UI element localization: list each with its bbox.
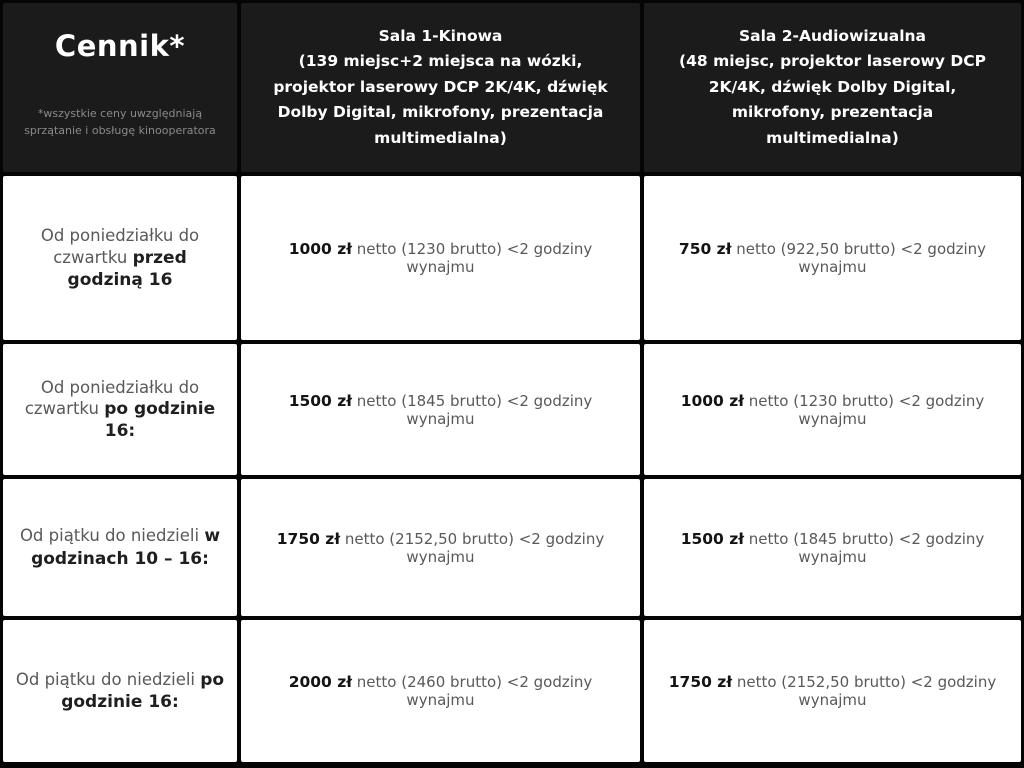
price-cell-sala-2 <box>644 344 1021 475</box>
period-cell <box>3 479 237 616</box>
price-line <box>241 530 640 566</box>
price-value: 1750 zł <box>668 673 733 691</box>
price-details: netto (1230 brutto) <2 godziny wynajmu <box>356 240 593 276</box>
period-label <box>14 225 226 291</box>
price-line <box>241 392 640 428</box>
price-details: netto (2152,50 brutto) <2 godziny wynajmu <box>344 529 605 566</box>
price-line <box>644 392 1021 428</box>
period-bold-text: po godzinie 16: <box>61 669 225 712</box>
sala-1-description: (139 miejsc+2 miejsca na wózki, projektor laserowy DCP 2K/4K, dźwięk Dolby Digital, mikrofony, prezentacja multimedialna) <box>273 52 608 147</box>
price-cell-sala-1 <box>241 479 640 616</box>
period-bold-text: po godzinie 16: <box>104 399 216 442</box>
price-value: 750 zł <box>678 240 732 258</box>
period-label <box>14 377 226 443</box>
price-cell-sala-2 <box>644 176 1021 340</box>
price-line <box>644 240 1021 276</box>
price-cell-sala-1 <box>241 620 640 762</box>
price-value: 1750 zł <box>276 529 341 548</box>
period-cell <box>3 620 237 762</box>
price-details: netto (922,50 brutto) <2 godziny wynajmu <box>736 240 987 276</box>
price-details: netto (1845 brutto) <2 godziny wynajmu <box>356 391 593 428</box>
price-details: netto (1230 brutto) <2 godziny wynajmu <box>748 391 985 428</box>
sala-2-name: Sala 2-Audiowizualna <box>738 26 927 45</box>
price-cell-sala-2 <box>644 479 1021 616</box>
price-details: netto (2460 brutto) <2 godziny wynajmu <box>356 673 593 709</box>
period-regular-text: Od poniedziałku do czwartku <box>40 226 200 267</box>
price-details: netto (1845 brutto) <2 godziny wynajmu <box>748 529 985 566</box>
price-line <box>644 673 1021 709</box>
period-label <box>14 525 226 569</box>
price-cell-sala-2 <box>644 620 1021 762</box>
period-bold-text: w godzinach 10 – 16: <box>31 526 221 569</box>
period-bold-text: przed godziną 16 <box>67 247 187 290</box>
period-regular-text: Od piątku do niedzieli <box>15 669 196 689</box>
price-line <box>241 240 640 276</box>
price-details: netto (2152,50 brutto) <2 godziny wynajmu <box>736 673 997 709</box>
period-regular-text: Od piątku do niedzieli <box>19 526 200 546</box>
price-line <box>241 673 640 709</box>
sala-1-name: Sala 1-Kinowa <box>378 26 503 45</box>
pricelist-footnote: *wszystkie ceny uwzględniają sprzątanie i obsługę kinooperatora <box>24 107 216 138</box>
price-line <box>644 530 1021 566</box>
header-cell-pricelist <box>3 3 237 172</box>
sala-2-description: (48 miejsc, projektor laserowy DCP 2K/4K, dźwięk Dolby Digital, mikrofony, prezentacja multimedialna) <box>679 52 986 147</box>
period-label <box>14 669 226 713</box>
price-value: 1000 zł <box>680 391 744 410</box>
price-cell-sala-1 <box>241 344 640 475</box>
period-regular-text: Od poniedziałku do czwartku <box>24 377 200 419</box>
header-cell-sala-2 <box>644 3 1021 172</box>
price-value: 2000 zł <box>288 673 352 691</box>
header-cell-sala-1 <box>241 3 640 172</box>
period-cell <box>3 344 237 475</box>
period-cell <box>3 176 237 340</box>
price-cell-sala-1 <box>241 176 640 340</box>
price-value: 1000 zł <box>288 240 352 258</box>
price-value: 1500 zł <box>680 529 744 548</box>
page-title: Cennik* <box>54 29 186 63</box>
price-value: 1500 zł <box>288 391 352 410</box>
